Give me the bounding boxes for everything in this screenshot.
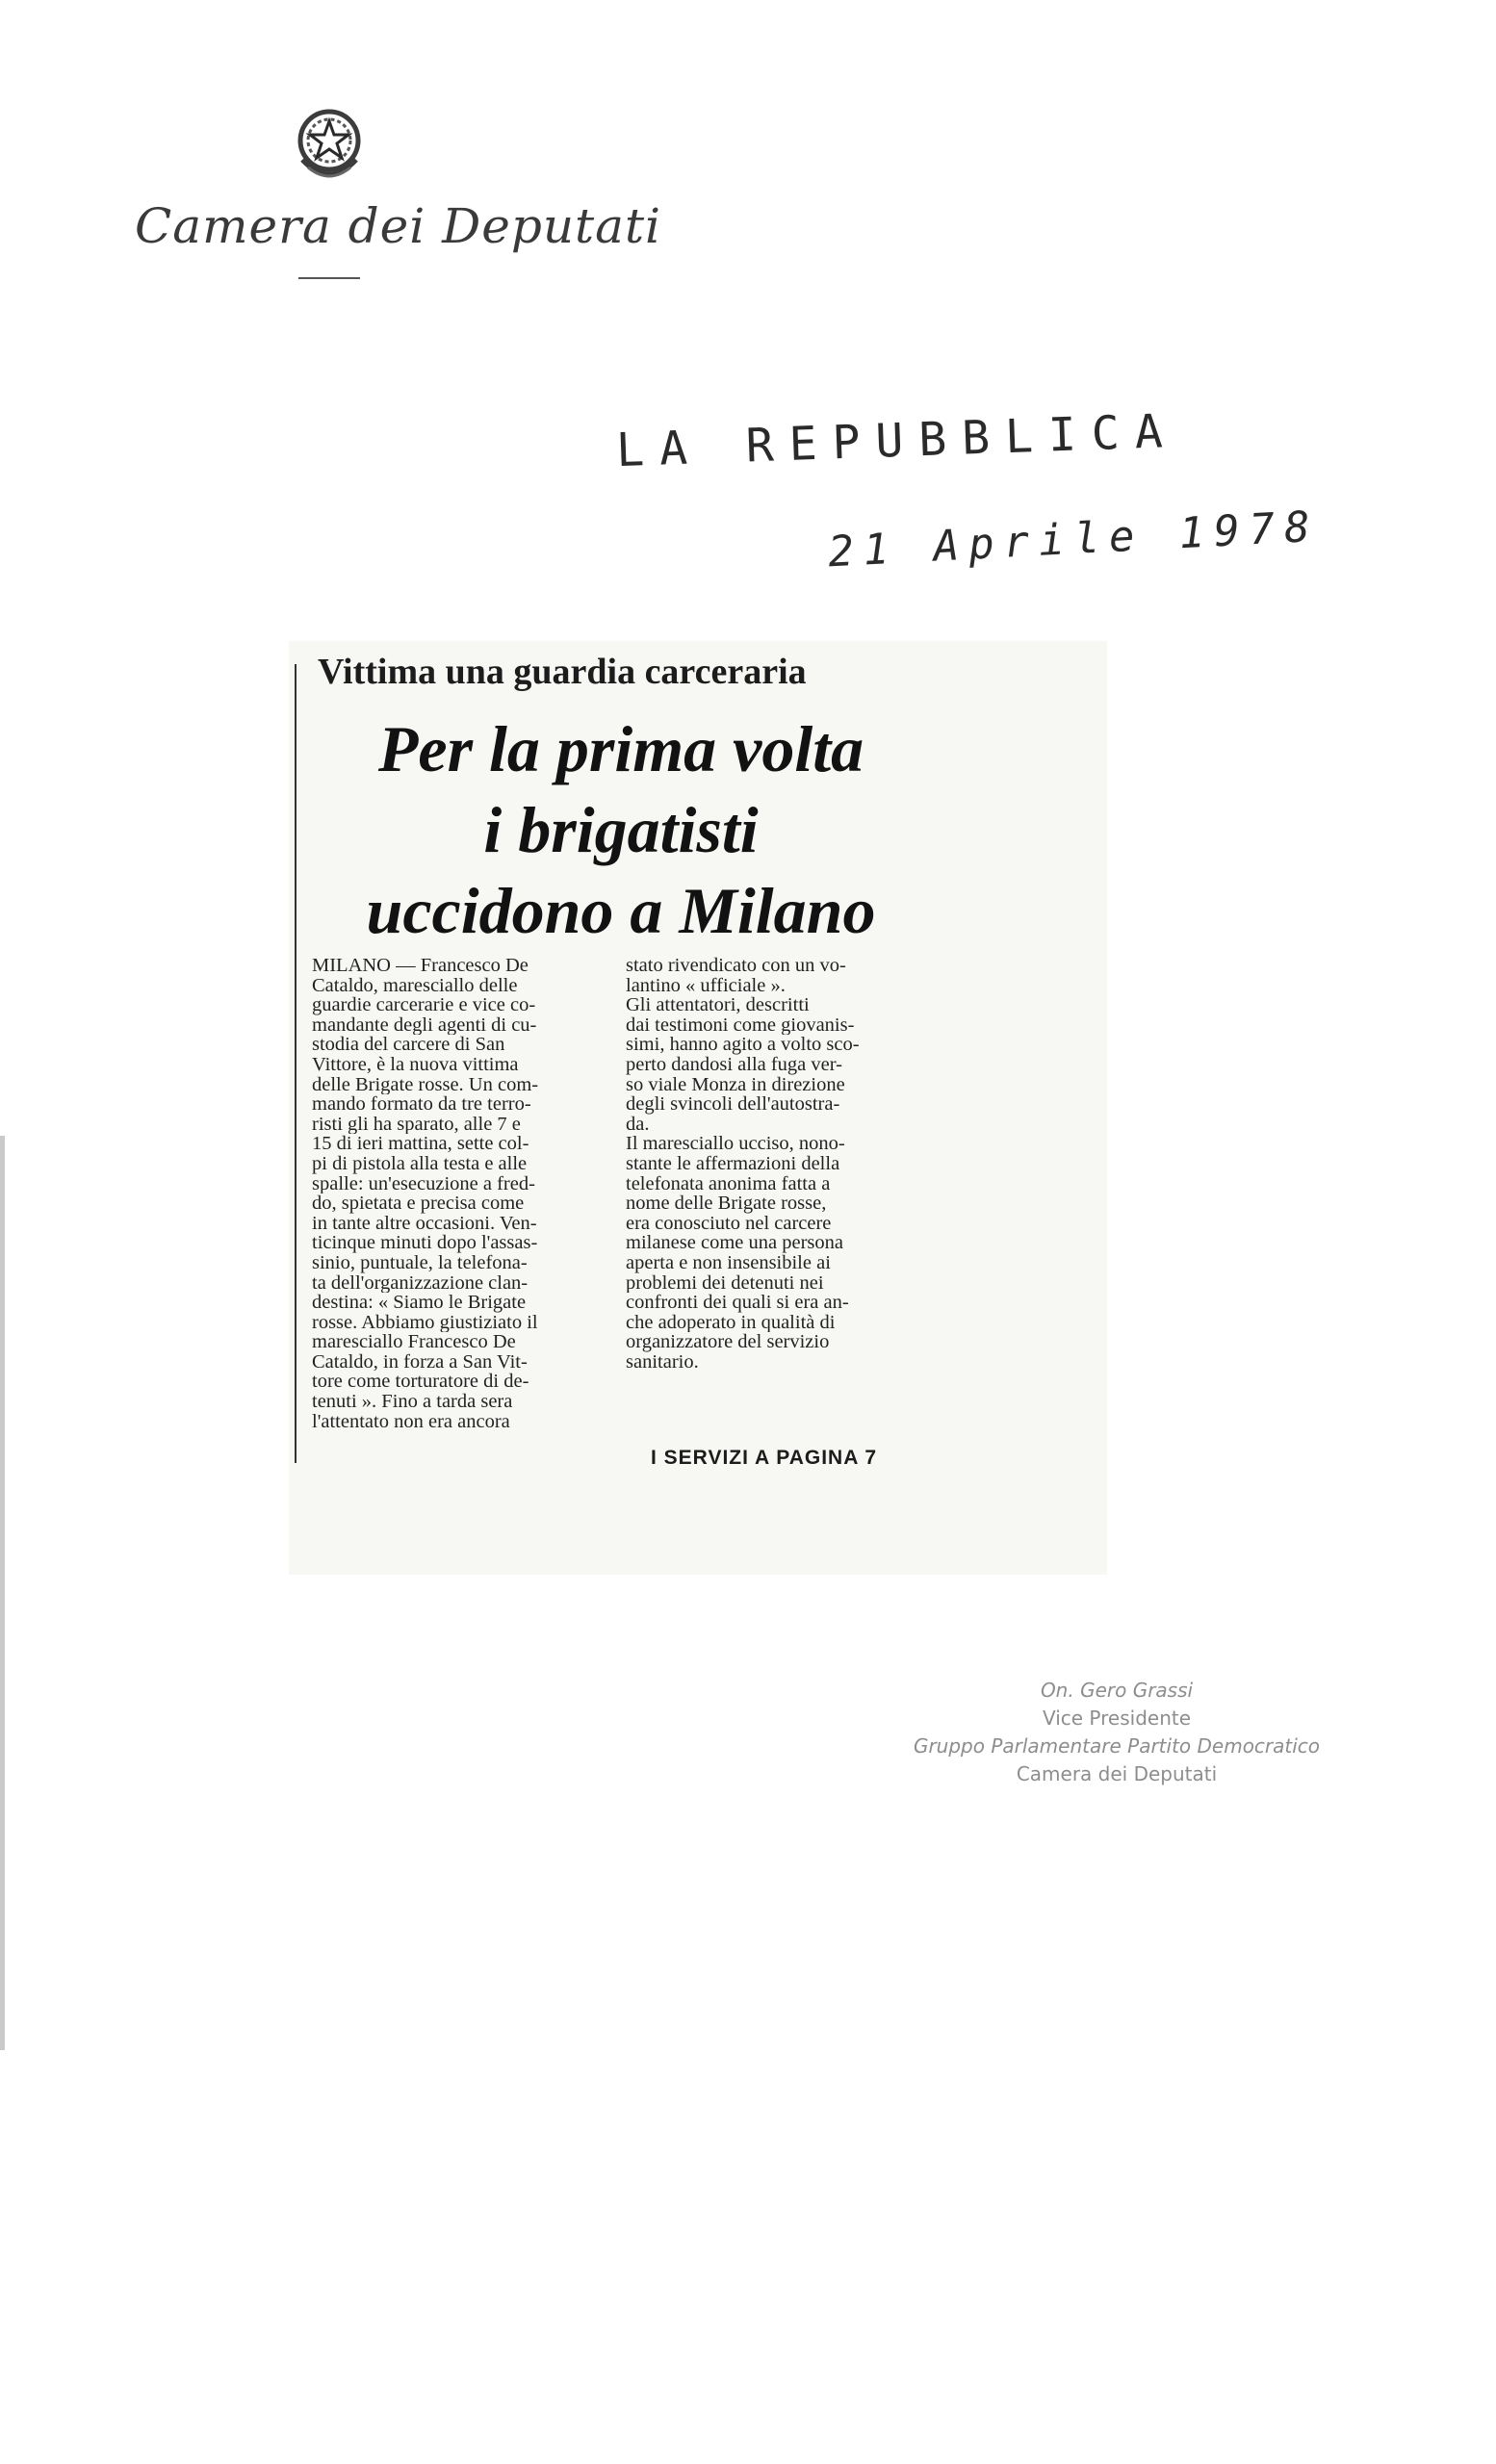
article-text-line: lantino « ufficiale ». xyxy=(626,975,786,996)
article-text-line: stato rivendicato con un vo- xyxy=(626,956,846,976)
article-text-line: problemi dei detenuti nei xyxy=(626,1272,824,1294)
article-column-2 xyxy=(626,956,915,1372)
article-text-line: telefonata anonima fatta a xyxy=(626,1173,831,1194)
article-text-line: pi di pistola alla testa e alle xyxy=(312,1153,528,1174)
footer-role: Vice Presidente xyxy=(1042,1707,1192,1730)
article-text-line: simi, hanno agito a volto sco- xyxy=(626,1035,860,1055)
article-text-line: maresciallo Francesco De xyxy=(312,1332,516,1352)
article-text-line: nome delle Brigate rosse, xyxy=(626,1194,827,1214)
handwritten-date: 21 Aprile 1978 xyxy=(827,501,1321,578)
article-text-line: degli svincoli dell'autostra- xyxy=(626,1094,840,1115)
handwritten-newspaper-name: LA REPUBBLICA xyxy=(615,403,1179,478)
article-text-line: Cataldo, in forza a San Vit- xyxy=(312,1351,528,1373)
footer-group: Gruppo Parlamentare Partito Democratico xyxy=(913,1734,1321,1758)
article-text-line: ticinque minuti dopo l'assas- xyxy=(312,1233,538,1253)
article-text-line: 15 di ieri mattina, sette col- xyxy=(312,1134,529,1154)
article-text-line: stante le affermazioni della xyxy=(626,1153,840,1174)
article-text-line: stodia del carcere di San xyxy=(312,1035,505,1055)
article-text-line: confronti dei quali si era an- xyxy=(626,1293,849,1313)
letterhead-name: Camera dei Deputati xyxy=(135,198,662,254)
footer-institution: Camera dei Deputati xyxy=(1016,1762,1218,1785)
italian-republic-emblem-icon xyxy=(291,100,368,189)
article-text-line: in tante altre occasioni. Ven- xyxy=(312,1213,537,1234)
article-text-line: da. xyxy=(626,1114,650,1135)
footer-signature xyxy=(847,1677,1386,1788)
article-text-line: l'attentato non era ancora xyxy=(312,1411,510,1432)
article-kicker: Vittima una guardia carceraria xyxy=(318,652,807,692)
article-text-line: Vittore, è la nuova vittima xyxy=(312,1054,519,1075)
article-text-line: milanese come una persona xyxy=(626,1233,843,1253)
article-text-line: MILANO — Francesco De xyxy=(312,956,529,976)
article-text-line: perto dandosi alla fuga ver- xyxy=(626,1054,842,1075)
article-text-line: Gli attentatori, descritti xyxy=(626,995,810,1015)
scan-edge-shadow xyxy=(0,1136,5,2050)
article-text-line: destina: « Siamo le Brigate xyxy=(312,1293,527,1313)
article-text-line: tenuti ». Fino a tarda sera xyxy=(312,1392,513,1412)
article-page-reference: I SERVIZI A PAGINA 7 xyxy=(651,1447,878,1469)
footer-name: On. Gero Grassi xyxy=(1040,1679,1194,1702)
article-text-line: aperta e non insensibile ai xyxy=(626,1252,831,1273)
article-text-line: mando formato da tre terro- xyxy=(312,1094,531,1115)
article-text-line: tore come torturatore di de- xyxy=(312,1372,529,1393)
headline-line: Per la prima volta xyxy=(377,712,864,785)
article-text-line: che adoperato in qualità di xyxy=(626,1312,836,1333)
article-text-line: ta dell'organizzazione clan- xyxy=(312,1272,529,1294)
article-text-line: organizzatore del servizio xyxy=(626,1332,830,1352)
article-text-line: so viale Monza in direzione xyxy=(626,1074,845,1095)
article-text-line: Cataldo, maresciallo delle xyxy=(312,975,518,996)
article-text-line: Il maresciallo ucciso, nono- xyxy=(626,1134,845,1154)
article-text-line: sanitario. xyxy=(626,1351,699,1373)
article-text-line: era conosciuto nel carcere xyxy=(626,1213,832,1234)
article-text-line: guardie carcerarie e vice co- xyxy=(312,995,536,1015)
article-text-line: do, spietata e precisa come xyxy=(312,1194,525,1214)
article-text-line: rosse. Abbiamo giustiziato il xyxy=(312,1312,538,1333)
headline-line: i brigatisti xyxy=(483,793,759,866)
headline-line: uccidono a Milano xyxy=(366,874,876,947)
clipping-left-rule xyxy=(295,664,297,1463)
article-text-line: spalle: un'esecuzione a fred- xyxy=(312,1173,535,1194)
article-text-line: mandante degli agenti di cu- xyxy=(312,1014,537,1036)
article-headline xyxy=(308,708,934,951)
article-text-line: risti gli ha sparato, alle 7 e xyxy=(312,1114,521,1135)
article-text-line: delle Brigate rosse. Un com- xyxy=(312,1074,539,1095)
article-text-line: sinio, puntuale, la telefona- xyxy=(312,1252,528,1273)
article-text-line: dai testimoni come giovanis- xyxy=(626,1014,855,1036)
letterhead-divider xyxy=(298,277,360,279)
article-column-1 xyxy=(312,956,601,1431)
